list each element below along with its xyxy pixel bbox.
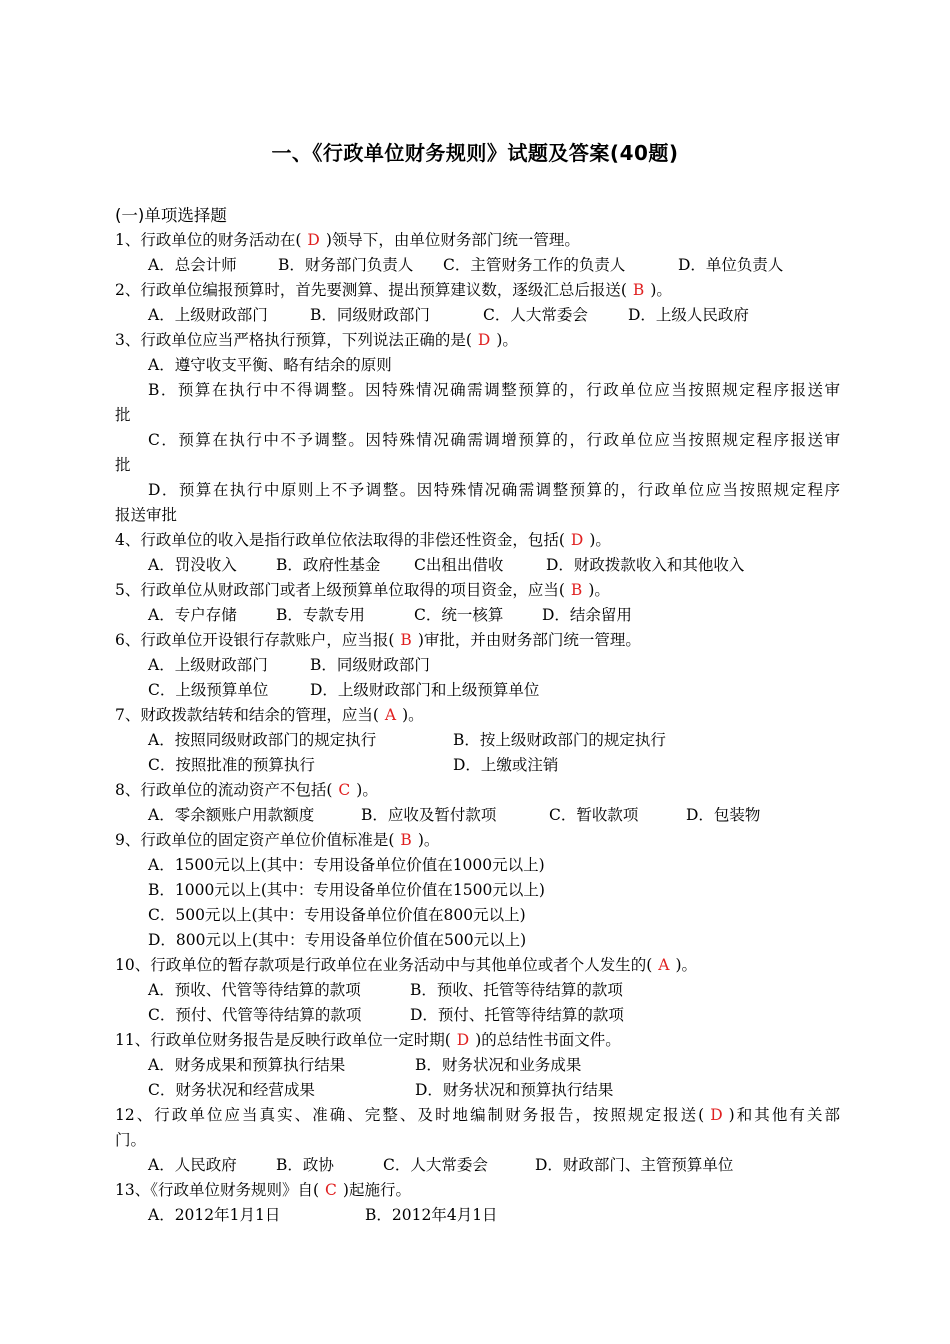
question-7: 7、财政拨款结转和结余的管理，应当( A )。 (115, 706, 424, 724)
option-a: A．零余额账户用款额度 (148, 806, 315, 824)
answer: D (477, 331, 491, 349)
option-d: D．结余留用 (542, 606, 632, 624)
section-heading: (一)单项选择题 (115, 206, 227, 225)
option-a: A．按照同级财政部门的规定执行 (148, 731, 377, 749)
option-d: D．预算在执行中原则上不予调整。因特殊情况确需调整预算的，行政单位应当按照规定程序 (148, 481, 840, 499)
option-d: D．财政拨款收入和其他收入 (546, 556, 745, 574)
option-b: B．2012年4月1日 (365, 1206, 498, 1224)
option-a: A．预收、代管等待结算的款项 (148, 981, 361, 999)
option-d: D．上级人民政府 (628, 306, 749, 324)
option-d: D．单位负责人 (678, 256, 784, 274)
option-a: A．财务成果和预算执行结果 (148, 1056, 346, 1074)
option-c: C．财务状况和经营成果 (148, 1081, 315, 1099)
option-b: B．1000元以上(其中：专用设备单位价值在1500元以上) (148, 881, 545, 899)
options-row (115, 1153, 840, 1178)
answer: D (307, 231, 320, 249)
option-c: C．统一核算 (414, 606, 504, 624)
option-c: C．上级预算单位 (148, 681, 269, 699)
option-d: D．财政部门、主管预算单位 (535, 1156, 734, 1174)
option-c: C．暂收款项 (549, 806, 639, 824)
option-d: D．财务状况和预算执行结果 (415, 1081, 614, 1099)
option-b: B．预算在执行中不得调整。因特殊情况确需调整预算的，行政单位应当按照规定程序报送审 (148, 381, 840, 399)
option-b: B．预收、托管等待结算的款项 (410, 981, 623, 999)
option-a: A．罚没收入 (148, 556, 237, 574)
options-row (115, 803, 840, 828)
option-b: B．同级财政部门 (310, 656, 430, 674)
option-a: A．2012年1月1日 (148, 1206, 281, 1224)
answer: D (710, 1106, 723, 1124)
answer: C (338, 781, 351, 799)
option-b: B．专款专用 (276, 606, 365, 624)
option-c: C．主管财务工作的负责人 (443, 256, 626, 274)
options-row (115, 1053, 840, 1078)
answer: D (570, 531, 584, 549)
option-a: A．上级财政部门 (148, 306, 268, 324)
question-5: 5、行政单位从财政部门或者上级预算单位取得的项目资金，应当( B )。 (115, 581, 610, 599)
question-10: 10、行政单位的暂存款项是行政单位在业务活动中与其他单位或者个人发生的( A )。 (115, 956, 698, 974)
option-b: B．政府性基金 (276, 556, 381, 574)
option-c: C．按照批准的预算执行 (148, 756, 315, 774)
answer: B (570, 581, 583, 599)
question-2: 2、行政单位编报预算时，首先要测算、提出预算建议数，逐级汇总后报送( B )。 (115, 281, 672, 299)
question-4: 4、行政单位的收入是指行政单位依法取得的非偿还性资金，包括( D )。 (115, 531, 611, 549)
option-b-continued: 批 (115, 406, 131, 424)
answer: A (384, 706, 397, 724)
answer: A (658, 956, 670, 974)
option-a: A．人民政府 (148, 1156, 237, 1174)
option-a: A．上级财政部门 (148, 656, 268, 674)
options-row (115, 553, 840, 578)
options-row (115, 603, 840, 628)
option-d: D．上缴或注销 (453, 756, 559, 774)
option-b: B．同级财政部门 (310, 306, 430, 324)
answer: D (456, 1031, 470, 1049)
option-b: B．应收及暂付款项 (361, 806, 497, 824)
option-d: D．800元以上(其中：专用设备单位价值在500元以上) (148, 931, 527, 949)
options-row (115, 303, 840, 328)
options-row (115, 728, 840, 753)
option-b: B．财务状况和业务成果 (415, 1056, 582, 1074)
option-c-continued: 批 (115, 456, 131, 474)
option-b: B．政协 (276, 1156, 334, 1174)
question-3: 3、行政单位应当严格执行预算，下列说法正确的是( D )。 (115, 331, 518, 349)
options-row (115, 653, 840, 678)
option-d-continued: 报送审批 (115, 506, 178, 524)
options-row (115, 253, 840, 278)
question-list (115, 228, 840, 1228)
document-title: 一、《行政单位财务规则》试题及答案(40题) (271, 141, 679, 165)
answer: B (400, 831, 412, 849)
question-9: 9、行政单位的固定资产单位价值标准是( B )。 (115, 831, 440, 849)
option-d: D．包装物 (686, 806, 761, 824)
question-1: 1、行政单位的财务活动在( D )领导下，由单位财务部门统一管理。 (115, 231, 580, 249)
option-c: C．500元以上(其中：专用设备单位价值在800元以上) (148, 906, 526, 924)
option-a: A．遵守收支平衡、略有结余的原则 (148, 356, 392, 374)
question-13: 13、《行政单位财务规则》自( C )起施行。 (115, 1181, 411, 1199)
options-row (115, 978, 840, 1003)
option-c: C．预付、代管等待结算的款项 (148, 1006, 362, 1024)
option-a: A．1500元以上(其中：专用设备单位价值在1000元以上) (148, 856, 545, 874)
options-row (115, 1078, 840, 1103)
question-12-continued: 门。 (115, 1131, 147, 1149)
option-c: C出租出借收 (414, 556, 504, 574)
option-c: C．人大常委会 (483, 306, 588, 324)
question-11: 11、行政单位财务报告是反映行政单位一定时期( D )的总结性书面文件。 (115, 1031, 621, 1049)
answer: B (400, 631, 412, 649)
option-c: C．预算在执行中不予调整。因特殊情况确需调增预算的，行政单位应当按照规定程序报送审 (148, 431, 840, 449)
option-d: D．上级财政部门和上级预算单位 (310, 681, 540, 699)
option-b: B．财务部门负责人 (278, 256, 414, 274)
option-a: A．专户存储 (148, 606, 237, 624)
option-d: D．预付、托管等待结算的款项 (410, 1006, 624, 1024)
option-c: C．人大常委会 (383, 1156, 488, 1174)
question-6: 6、行政单位开设银行存款账户，应当报( B )审批，并由财务部门统一管理。 (115, 631, 641, 649)
options-row (115, 753, 840, 778)
options-row (115, 678, 840, 703)
option-b: B．按上级财政部门的规定执行 (453, 731, 666, 749)
options-row (115, 1003, 840, 1028)
answer: B (632, 281, 645, 299)
option-a: A．总会计师 (148, 256, 237, 274)
options-row (115, 1203, 840, 1228)
question-12: 12、行政单位应当真实、准确、完整、及时地编制财务报告，按照规定报送( D )和其他有关部 (115, 1106, 840, 1124)
answer: C (325, 1181, 337, 1199)
question-8: 8、行政单位的流动资产不包括( C )。 (115, 781, 378, 799)
